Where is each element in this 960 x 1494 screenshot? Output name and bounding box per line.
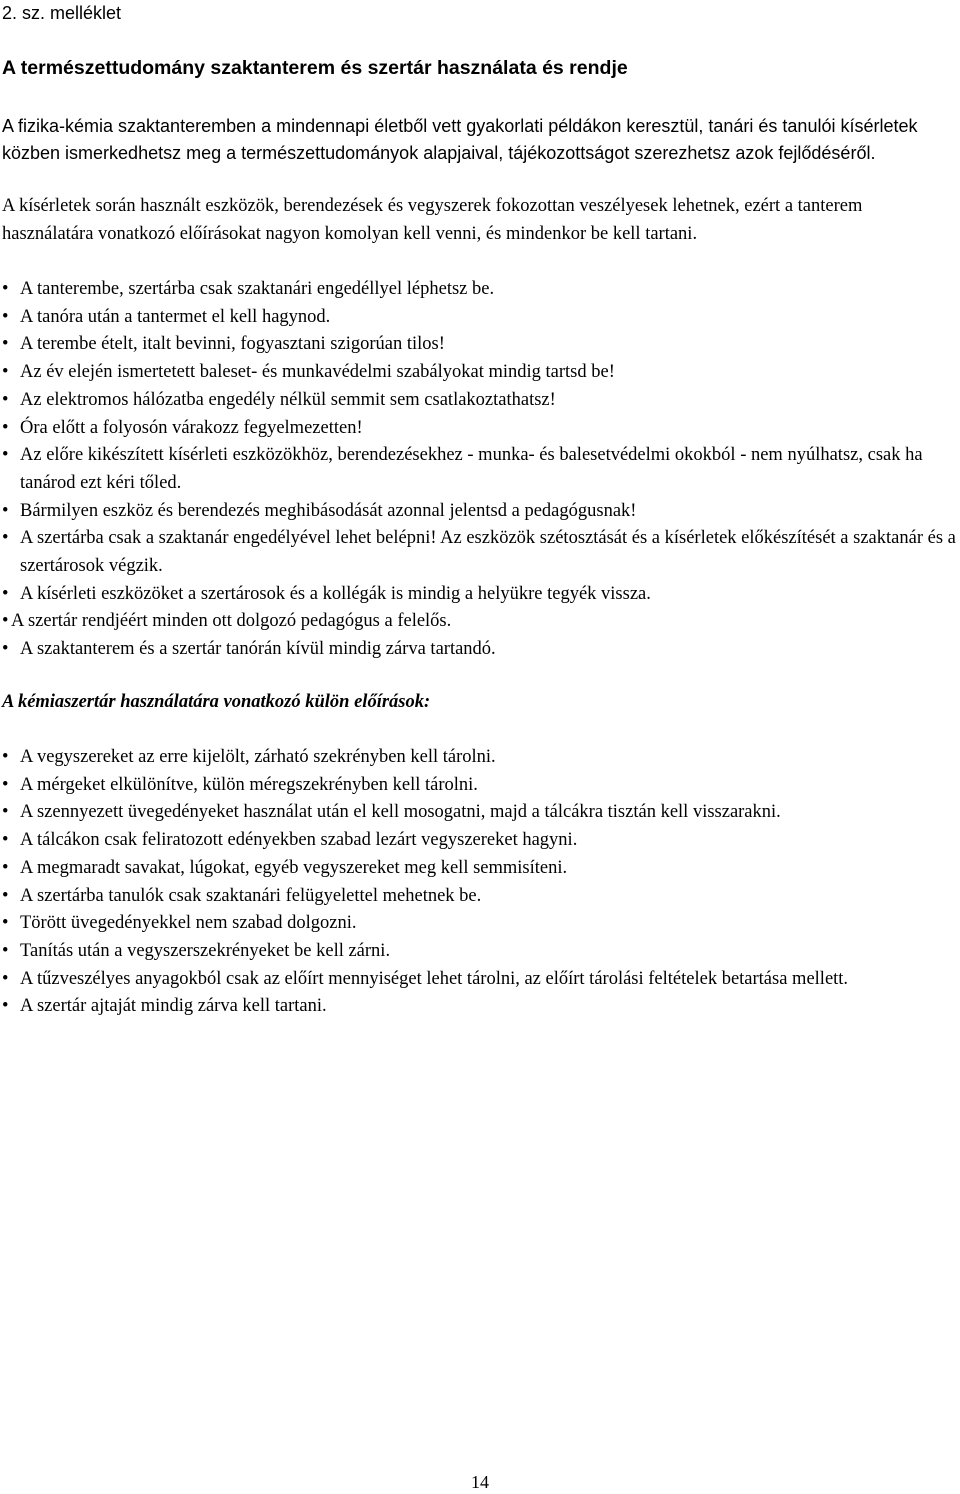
bullet-icon: • — [2, 445, 9, 466]
chemistry-rules-list — [2, 744, 957, 1021]
page-number: 14 — [471, 1472, 489, 1492]
rule-text: A tűzveszélyes anyagokból csak az előírt mennyiséget lehet tárolni, az előírt tárolási feltételek betartása mellett. — [20, 968, 849, 989]
warning-paragraph: A kísérletek során használt eszközök, berendezések és vegyszerek fokozottan veszélyesek lehetnek, ezért a tanterem használatára vonatkozó előírásokat nagyon komolyan kell venni, és mindenkor be kell tartani. — [2, 196, 863, 244]
bullet-icon: • — [2, 913, 9, 934]
bullet-icon: • — [2, 362, 9, 383]
bullet-icon: • — [2, 334, 9, 355]
rule-text: Bármilyen eszköz és berendezés meghibásodását azonnal jelentsd a pedagógusnak! — [20, 500, 637, 521]
bullet-icon: • — [2, 279, 9, 299]
rule-text: A szertár ajtaját mindig zárva kell tartani. — [20, 996, 327, 1017]
rule-text: A szaktanterem és a szertár tanórán kívül mindig zárva tartandó. — [20, 639, 496, 660]
list-item — [2, 276, 957, 304]
list-item — [2, 636, 957, 664]
rule-text: A szertár rendjéért minden ott dolgozó pedagógus a felelős. — [11, 611, 452, 632]
rule-text: Tanítás után a vegyszerszekrényeket be kell zárni. — [20, 940, 391, 961]
rule-text: A terembe ételt, italt bevinni, fogyasztani szigorúan tilos! — [20, 334, 445, 355]
rule-text: A megmaradt savakat, lúgokat, egyéb vegyszereket meg kell semmisíteni. — [20, 857, 568, 878]
rule-text: Törött üvegedényekkel nem szabad dolgozni. — [20, 913, 357, 934]
rule-text: Az előre kikészített kísérleti eszközökhöz, berendezésekhez - munka- és balesetvédelmi okokból - nem nyúlhatsz, csak ha tanárod ezt kéri tőled. — [20, 445, 923, 493]
bullet-icon: • — [2, 885, 9, 906]
document-title: A természettudomány szaktanterem és szertár használata és rendje — [2, 57, 628, 79]
list-item — [2, 387, 957, 415]
rule-text: Az elektromos hálózatba engedély nélkül semmit sem csatlakoztathatsz! — [20, 389, 556, 410]
chemistry-section-heading: A kémiaszertár használatára vonatkozó külön előírások: — [2, 692, 431, 712]
bullet-icon: • — [2, 747, 9, 767]
rule-text: A tanterembe, szertárba csak szaktanári engedéllyel léphetsz be. — [20, 279, 495, 299]
bullet-icon: • — [2, 417, 9, 438]
rule-text: A kísérleti eszközöket a szertárosok és a kollégák is mindig a helyükre tegyék vissza. — [20, 583, 651, 604]
rule-text: Óra előtt a folyosón várakozz fegyelmezetten! — [20, 417, 363, 438]
list-item — [2, 772, 957, 800]
list-item — [2, 938, 957, 966]
bullet-icon: • — [2, 306, 9, 327]
bullet-icon: • — [2, 389, 9, 410]
intro-paragraph: A fizika-kémia szaktanteremben a mindennapi életből vett gyakorlati példákon keresztül, tanári és tanulói kísérletek közben ismerkedhetsz meg a természettudományok alapjaival, tájékozottságot szerezhetsz azok fejlődéséről. — [2, 116, 918, 163]
list-item — [2, 966, 957, 994]
bullet-icon: • — [2, 802, 9, 823]
list-item — [2, 910, 957, 938]
bullet-icon: • — [2, 774, 9, 795]
rule-text: A tálcákon csak feliratozott edényekben szabad lezárt vegyszereket hagyni. — [20, 830, 578, 851]
rule-text: A szennyezett üvegedényeket használat után el kell mosogatni, majd a tálcákra tisztán kell visszarakni. — [20, 802, 781, 823]
list-item — [2, 993, 957, 1021]
bullet-icon: • — [2, 583, 9, 604]
list-item — [2, 855, 957, 883]
bullet-icon: • — [2, 500, 9, 521]
bullet-icon: • — [2, 996, 9, 1017]
list-item — [2, 744, 957, 772]
bullet-icon: • — [2, 611, 9, 632]
list-item — [2, 581, 957, 609]
rule-text: A vegyszereket az erre kijelölt, zárható szekrényben kell tárolni. — [20, 747, 496, 767]
bullet-icon: • — [2, 940, 9, 961]
list-item — [2, 827, 957, 855]
rule-text: Az év elején ismertetett baleset- és munkavédelmi szabályokat mindig tartsd be! — [20, 362, 615, 383]
bullet-icon: • — [2, 968, 9, 989]
rule-text: A szertárba csak a szaktanár engedélyével lehet belépni! Az eszközök szétosztását és a kísérletek előkészítését a szaktanár és a szertárosok végzik. — [20, 528, 956, 577]
list-item — [2, 608, 957, 636]
list-item — [2, 498, 957, 526]
bullet-icon: • — [2, 830, 9, 851]
rule-text: A szertárba tanulók csak szaktanári felügyelettel mehetnek be. — [20, 885, 482, 906]
list-item — [2, 799, 957, 827]
bullet-icon: • — [2, 528, 9, 549]
rule-text: A tanóra után a tantermet el kell hagynod. — [20, 306, 331, 327]
list-item — [2, 415, 957, 443]
list-item — [2, 442, 957, 497]
bullet-icon: • — [2, 857, 9, 878]
list-item — [2, 359, 957, 387]
list-item — [2, 525, 957, 580]
general-rules-list — [2, 276, 957, 664]
annex-label: 2. sz. melléklet — [2, 3, 122, 23]
bullet-icon: • — [2, 639, 9, 660]
list-item — [2, 331, 957, 359]
list-item — [2, 883, 957, 911]
list-item — [2, 304, 957, 332]
rule-text: A mérgeket elkülönítve, külön méregszekrényben kell tárolni. — [20, 774, 478, 795]
